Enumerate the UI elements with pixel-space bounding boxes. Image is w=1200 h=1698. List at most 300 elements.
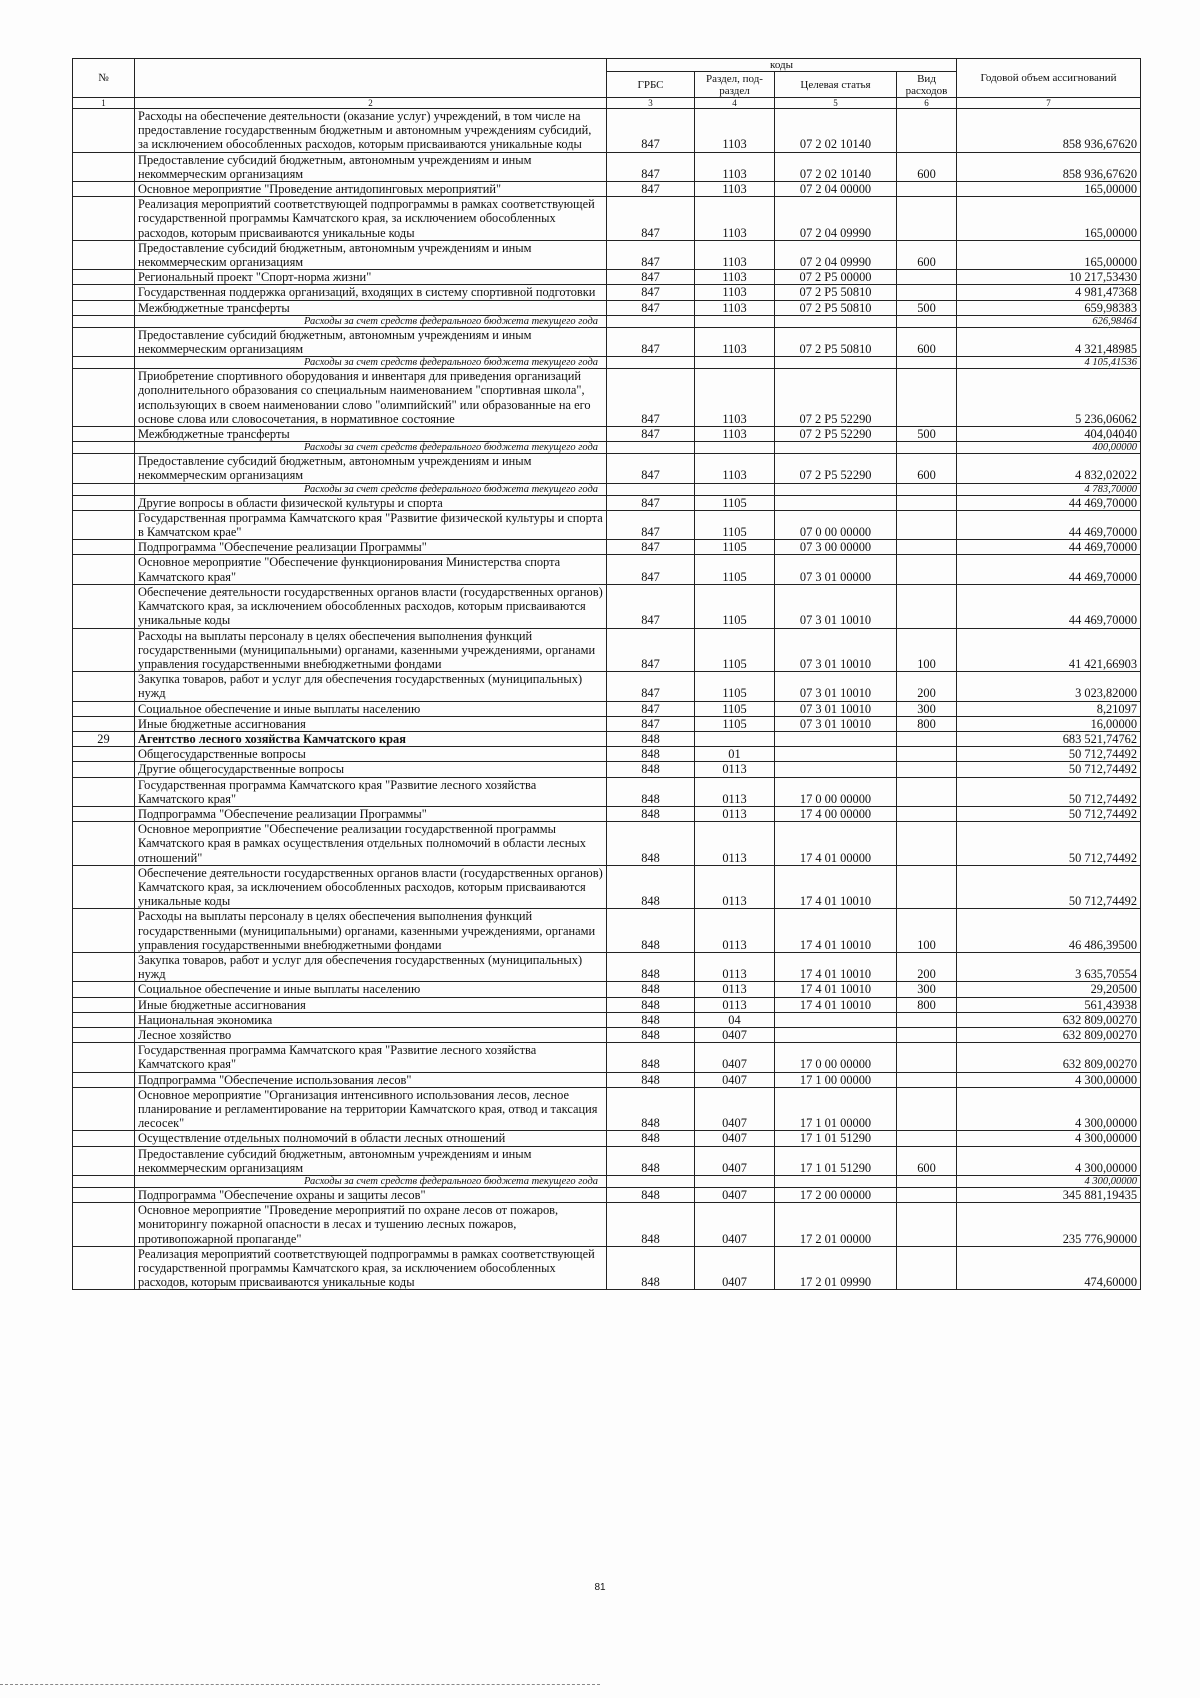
row-amount: 50 712,74492 — [957, 777, 1141, 806]
row-expense-type — [897, 369, 957, 427]
row-name: Государственная программа Камчатского края "Развитие лесного хозяйства Камчатского края" — [135, 1043, 607, 1072]
row-amount: 4 832,02022 — [957, 454, 1141, 483]
row-name: Подпрограмма "Обеспечение реализации Программы" — [135, 540, 607, 555]
row-number — [73, 152, 135, 181]
row-name: Реализация мероприятий соответствующей подпрограммы в рамках соответствующей государственной программы Камчатского края, за исключением обособленных расходов, которым присваиваются уникальные коды — [135, 1246, 607, 1290]
row-grbs: 847 — [607, 495, 695, 510]
row-section: 0407 — [695, 1188, 775, 1203]
row-grbs — [607, 357, 695, 369]
row-number — [73, 369, 135, 427]
row-number — [73, 1043, 135, 1072]
table-row — [73, 555, 1141, 584]
row-expense-type — [897, 182, 957, 197]
row-expense-type — [897, 1043, 957, 1072]
row-name: Расходы за счет средств федерального бюджета текущего года — [135, 357, 607, 369]
row-name: Межбюджетные трансферты — [135, 427, 607, 442]
row-expense-type — [897, 540, 957, 555]
row-name: Основное мероприятие "Обеспечение реализации государственной программы Камчатского края в рамках осуществления отдельных полномочий в области лесных отношений" — [135, 822, 607, 866]
row-number — [73, 1176, 135, 1188]
row-amount: 235 776,90000 — [957, 1203, 1141, 1247]
column-number: 1 — [73, 98, 135, 109]
row-expense-type — [897, 555, 957, 584]
table-note-row — [73, 1176, 1141, 1188]
row-grbs: 847 — [607, 152, 695, 181]
row-name: Социальное обеспечение и иные выплаты населению — [135, 701, 607, 716]
table-row — [73, 270, 1141, 285]
row-target: 07 2 P5 00000 — [775, 270, 897, 285]
row-name: Расходы за счет средств федерального бюджета текущего года — [135, 442, 607, 454]
row-name: Региональный проект "Спорт-норма жизни" — [135, 270, 607, 285]
row-number — [73, 1027, 135, 1042]
row-name: Основное мероприятие "Обеспечение функционирования Министерства спорта Камчатского края" — [135, 555, 607, 584]
row-target — [775, 1027, 897, 1042]
row-amount: 3 635,70554 — [957, 952, 1141, 981]
row-name: Предоставление субсидий бюджетным, автономным учреждениям и иным некоммерческим организациям — [135, 240, 607, 269]
table-note-row — [73, 315, 1141, 327]
column-number: 5 — [775, 98, 897, 109]
row-grbs: 847 — [607, 285, 695, 300]
row-expense-type: 500 — [897, 300, 957, 315]
row-target: 17 4 00 00000 — [775, 806, 897, 821]
row-expense-type: 300 — [897, 701, 957, 716]
row-amount: 858 936,67620 — [957, 152, 1141, 181]
table-row — [73, 427, 1141, 442]
row-expense-type: 200 — [897, 952, 957, 981]
table-note-row — [73, 483, 1141, 495]
row-expense-type — [897, 865, 957, 909]
row-amount: 10 217,53430 — [957, 270, 1141, 285]
row-grbs: 848 — [607, 909, 695, 953]
row-name: Государственная программа Камчатского края "Развитие лесного хозяйства Камчатского края" — [135, 777, 607, 806]
table-row — [73, 510, 1141, 539]
row-name: Основное мероприятие "Проведение мероприятий по охране лесов от пожаров, мониторингу пожарной опасности в лесах и тушению лесных пожаров, противопожарной пропаганде" — [135, 1203, 607, 1247]
row-amount: 46 486,39500 — [957, 909, 1141, 953]
row-amount: 4 321,48985 — [957, 327, 1141, 356]
row-target: 07 2 02 10140 — [775, 152, 897, 181]
row-number — [73, 285, 135, 300]
row-section: 1103 — [695, 182, 775, 197]
row-target: 07 0 00 00000 — [775, 510, 897, 539]
row-grbs: 847 — [607, 369, 695, 427]
row-target: 17 0 00 00000 — [775, 777, 897, 806]
row-target: 07 3 01 00000 — [775, 555, 897, 584]
row-grbs: 848 — [607, 822, 695, 866]
column-number: 6 — [897, 98, 957, 109]
table-row — [73, 1246, 1141, 1290]
row-grbs: 848 — [607, 1188, 695, 1203]
row-name: Основное мероприятие "Организация интенсивного использования лесов, лесное планирование и регламентирование на территории Камчатского края, отвод и таксация лесосек" — [135, 1087, 607, 1131]
row-section — [695, 442, 775, 454]
row-target: 17 4 01 00000 — [775, 822, 897, 866]
row-name: Иные бюджетные ассигнования — [135, 997, 607, 1012]
table-row — [73, 1072, 1141, 1087]
row-grbs: 848 — [607, 1087, 695, 1131]
row-number — [73, 952, 135, 981]
row-amount: 16,00000 — [957, 716, 1141, 731]
row-number — [73, 1087, 135, 1131]
row-target: 17 1 01 51290 — [775, 1146, 897, 1175]
row-section: 1105 — [695, 672, 775, 701]
row-name: Агентство лесного хозяйства Камчатского края — [135, 731, 607, 746]
row-grbs: 848 — [607, 1246, 695, 1290]
row-number — [73, 997, 135, 1012]
row-grbs: 848 — [607, 1203, 695, 1247]
row-number — [73, 762, 135, 777]
row-section: 1105 — [695, 701, 775, 716]
table-row — [73, 865, 1141, 909]
row-target: 07 3 01 10010 — [775, 701, 897, 716]
row-name: Подпрограмма "Обеспечение охраны и защиты лесов" — [135, 1188, 607, 1203]
row-expense-type — [897, 1188, 957, 1203]
row-grbs: 847 — [607, 240, 695, 269]
table-row — [73, 909, 1141, 953]
row-number — [73, 672, 135, 701]
row-name: Осуществление отдельных полномочий в области лесных отношений — [135, 1131, 607, 1146]
row-number — [73, 628, 135, 672]
row-amount: 4 300,00000 — [957, 1131, 1141, 1146]
row-amount: 44 469,70000 — [957, 584, 1141, 628]
row-section: 1103 — [695, 427, 775, 442]
row-number — [73, 182, 135, 197]
row-grbs: 847 — [607, 109, 695, 153]
row-number — [73, 1072, 135, 1087]
table-row — [73, 495, 1141, 510]
row-number: 29 — [73, 731, 135, 746]
table-row — [73, 1146, 1141, 1175]
row-section — [695, 731, 775, 746]
row-name: Расходы на выплаты персоналу в целях обеспечения выполнения функций государственными (муниципальными) органами, казенными учреждениями, органами управления государственными внебюджетными фондами — [135, 909, 607, 953]
row-name: Расходы на обеспечение деятельности (оказание услуг) учреждений, в том числе на предоставление государственным бюджетным и автономным учреждениям субсидий, за исключением обособленных расходов, которым присваиваются уникальные коды — [135, 109, 607, 153]
row-grbs: 847 — [607, 510, 695, 539]
row-number — [73, 357, 135, 369]
row-number — [73, 1012, 135, 1027]
row-target: 07 3 01 10010 — [775, 628, 897, 672]
row-number — [73, 483, 135, 495]
row-grbs: 847 — [607, 270, 695, 285]
row-section: 1105 — [695, 628, 775, 672]
row-section: 0113 — [695, 822, 775, 866]
row-target: 07 2 04 09990 — [775, 240, 897, 269]
row-name: Межбюджетные трансферты — [135, 300, 607, 315]
row-target: 17 2 01 09990 — [775, 1246, 897, 1290]
row-grbs: 848 — [607, 952, 695, 981]
table-row — [73, 1012, 1141, 1027]
row-amount: 5 236,06062 — [957, 369, 1141, 427]
row-amount: 44 469,70000 — [957, 540, 1141, 555]
table-row — [73, 1188, 1141, 1203]
row-number — [73, 555, 135, 584]
row-expense-type — [897, 197, 957, 241]
table-header — [73, 59, 1141, 109]
column-number: 7 — [957, 98, 1141, 109]
table-row — [73, 628, 1141, 672]
header-expense-type: Вид расходов — [897, 72, 957, 98]
row-expense-type — [897, 483, 957, 495]
row-section — [695, 357, 775, 369]
header-name — [135, 59, 607, 98]
row-expense-type — [897, 1087, 957, 1131]
row-name: Социальное обеспечение и иные выплаты населению — [135, 982, 607, 997]
row-amount: 50 712,74492 — [957, 747, 1141, 762]
row-expense-type: 600 — [897, 454, 957, 483]
table-row — [73, 1043, 1141, 1072]
row-target: 17 4 01 10010 — [775, 865, 897, 909]
row-number — [73, 701, 135, 716]
row-number — [73, 1203, 135, 1247]
row-section: 1105 — [695, 716, 775, 731]
row-section: 1105 — [695, 510, 775, 539]
row-section: 1103 — [695, 152, 775, 181]
row-target: 17 4 01 10010 — [775, 952, 897, 981]
row-name: Другие вопросы в области физической культуры и спорта — [135, 495, 607, 510]
row-number — [73, 327, 135, 356]
table-note-row — [73, 357, 1141, 369]
table-row — [73, 952, 1141, 981]
row-number — [73, 454, 135, 483]
header-codes: коды — [607, 59, 957, 72]
table-row — [73, 731, 1141, 746]
row-expense-type — [897, 1027, 957, 1042]
row-target: 17 2 00 00000 — [775, 1188, 897, 1203]
row-expense-type — [897, 270, 957, 285]
header-annual: Годовой объем ассигнований — [957, 59, 1141, 98]
row-amount: 4 300,00000 — [957, 1176, 1141, 1188]
row-name: Общегосударственные вопросы — [135, 747, 607, 762]
row-name: Реализация мероприятий соответствующей подпрограммы в рамках соответствующей государственной программы Камчатского края, за исключением обособленных расходов, которым присваиваются уникальные коды — [135, 197, 607, 241]
row-section: 1103 — [695, 109, 775, 153]
row-grbs: 847 — [607, 672, 695, 701]
table-row — [73, 716, 1141, 731]
row-expense-type: 600 — [897, 1146, 957, 1175]
row-amount: 165,00000 — [957, 182, 1141, 197]
row-section — [695, 1176, 775, 1188]
header-section: Раздел, под-раздел — [695, 72, 775, 98]
row-amount: 632 809,00270 — [957, 1043, 1141, 1072]
row-amount: 474,60000 — [957, 1246, 1141, 1290]
row-section: 0407 — [695, 1246, 775, 1290]
row-expense-type: 600 — [897, 240, 957, 269]
row-section — [695, 483, 775, 495]
row-expense-type — [897, 357, 957, 369]
row-amount: 41 421,66903 — [957, 628, 1141, 672]
row-name: Закупка товаров, работ и услуг для обеспечения государственных (муниципальных) нужд — [135, 952, 607, 981]
row-grbs: 847 — [607, 628, 695, 672]
row-target — [775, 442, 897, 454]
row-number — [73, 777, 135, 806]
row-grbs: 848 — [607, 731, 695, 746]
row-amount: 165,00000 — [957, 197, 1141, 241]
row-number — [73, 270, 135, 285]
table-row — [73, 182, 1141, 197]
table-note-row — [73, 442, 1141, 454]
table-row — [73, 806, 1141, 821]
row-amount: 561,43938 — [957, 997, 1141, 1012]
row-target: 07 3 00 00000 — [775, 540, 897, 555]
row-grbs: 847 — [607, 300, 695, 315]
row-grbs: 847 — [607, 701, 695, 716]
row-section: 1103 — [695, 270, 775, 285]
row-section: 1105 — [695, 584, 775, 628]
table-row — [73, 197, 1141, 241]
row-number — [73, 1131, 135, 1146]
row-target — [775, 357, 897, 369]
row-number — [73, 584, 135, 628]
row-name: Предоставление субсидий бюджетным, автономным учреждениям и иным некоммерческим организациям — [135, 327, 607, 356]
row-target: 07 2 P5 52290 — [775, 427, 897, 442]
row-target: 07 2 P5 50810 — [775, 300, 897, 315]
row-target: 17 1 00 00000 — [775, 1072, 897, 1087]
row-number — [73, 806, 135, 821]
row-target: 17 0 00 00000 — [775, 1043, 897, 1072]
row-expense-type: 100 — [897, 909, 957, 953]
table-row — [73, 109, 1141, 153]
row-section: 1105 — [695, 555, 775, 584]
row-name: Закупка товаров, работ и услуг для обеспечения государственных (муниципальных) нужд — [135, 672, 607, 701]
table-row — [73, 997, 1141, 1012]
row-target: 07 2 P5 50810 — [775, 327, 897, 356]
row-grbs: 848 — [607, 1131, 695, 1146]
row-name: Расходы за счет средств федерального бюджета текущего года — [135, 315, 607, 327]
row-grbs: 848 — [607, 982, 695, 997]
row-expense-type — [897, 777, 957, 806]
header-target: Целевая статья — [775, 72, 897, 98]
header-grbs: ГРБС — [607, 72, 695, 98]
table-row — [73, 982, 1141, 997]
row-name: Другие общегосударственные вопросы — [135, 762, 607, 777]
row-grbs: 848 — [607, 865, 695, 909]
row-number — [73, 1146, 135, 1175]
row-name: Предоставление субсидий бюджетным, автономным учреждениям и иным некоммерческим организациям — [135, 152, 607, 181]
row-section: 0113 — [695, 909, 775, 953]
row-target: 07 2 04 00000 — [775, 182, 897, 197]
row-amount: 50 712,74492 — [957, 865, 1141, 909]
row-expense-type — [897, 1203, 957, 1247]
row-grbs: 847 — [607, 327, 695, 356]
row-expense-type — [897, 285, 957, 300]
row-expense-type — [897, 1072, 957, 1087]
row-name: Расходы за счет средств федерального бюджета текущего года — [135, 1176, 607, 1188]
row-number — [73, 109, 135, 153]
row-target: 07 2 P5 52290 — [775, 454, 897, 483]
row-number — [73, 716, 135, 731]
row-expense-type — [897, 510, 957, 539]
header-number: № — [73, 59, 135, 98]
row-target — [775, 731, 897, 746]
row-section: 1105 — [695, 540, 775, 555]
table-row — [73, 285, 1141, 300]
row-grbs: 848 — [607, 777, 695, 806]
row-grbs: 847 — [607, 716, 695, 731]
row-target — [775, 315, 897, 327]
row-name: Основное мероприятие "Проведение антидопинговых мероприятий" — [135, 182, 607, 197]
row-section: 0407 — [695, 1072, 775, 1087]
row-number — [73, 1246, 135, 1290]
row-amount: 345 881,19435 — [957, 1188, 1141, 1203]
row-target: 07 3 01 10010 — [775, 716, 897, 731]
row-grbs: 848 — [607, 747, 695, 762]
row-number — [73, 197, 135, 241]
row-section: 0407 — [695, 1043, 775, 1072]
row-section: 1103 — [695, 454, 775, 483]
row-expense-type — [897, 822, 957, 866]
table-row — [73, 369, 1141, 427]
column-number: 2 — [135, 98, 607, 109]
row-section: 1105 — [695, 495, 775, 510]
row-amount: 50 712,74492 — [957, 806, 1141, 821]
row-grbs: 848 — [607, 1027, 695, 1042]
row-amount: 4 300,00000 — [957, 1087, 1141, 1131]
row-name: Государственная поддержка организаций, входящих в систему спортивной подготовки — [135, 285, 607, 300]
row-amount: 659,98383 — [957, 300, 1141, 315]
row-amount: 50 712,74492 — [957, 822, 1141, 866]
column-numbers-row — [73, 98, 1141, 109]
row-amount: 4 981,47368 — [957, 285, 1141, 300]
row-expense-type — [897, 109, 957, 153]
row-section: 0407 — [695, 1203, 775, 1247]
row-expense-type — [897, 315, 957, 327]
row-number — [73, 240, 135, 269]
row-grbs — [607, 483, 695, 495]
row-expense-type: 600 — [897, 152, 957, 181]
table-row — [73, 152, 1141, 181]
row-expense-type — [897, 806, 957, 821]
row-section: 1103 — [695, 300, 775, 315]
table-row — [73, 1087, 1141, 1131]
row-name: Предоставление субсидий бюджетным, автономным учреждениям и иным некоммерческим организациям — [135, 1146, 607, 1175]
row-name: Лесное хозяйство — [135, 1027, 607, 1042]
row-grbs: 847 — [607, 427, 695, 442]
row-amount: 4 300,00000 — [957, 1146, 1141, 1175]
row-grbs: 848 — [607, 1072, 695, 1087]
row-section: 0113 — [695, 982, 775, 997]
row-name: Национальная экономика — [135, 1012, 607, 1027]
row-grbs: 848 — [607, 1146, 695, 1175]
row-number — [73, 865, 135, 909]
row-section: 0113 — [695, 777, 775, 806]
page-number: 81 — [594, 1582, 606, 1593]
row-name: Подпрограмма "Обеспечение использования лесов" — [135, 1072, 607, 1087]
budget-table — [72, 58, 1141, 1290]
row-grbs — [607, 442, 695, 454]
row-target: 17 1 01 51290 — [775, 1131, 897, 1146]
row-expense-type — [897, 731, 957, 746]
row-name: Предоставление субсидий бюджетным, автономным учреждениям и иным некоммерческим организациям — [135, 454, 607, 483]
row-expense-type: 600 — [897, 327, 957, 356]
row-section: 1103 — [695, 369, 775, 427]
table-row — [73, 672, 1141, 701]
row-number — [73, 427, 135, 442]
table-body — [73, 109, 1141, 1290]
row-expense-type: 300 — [897, 982, 957, 997]
row-target: 17 4 01 10010 — [775, 997, 897, 1012]
row-expense-type — [897, 442, 957, 454]
row-name: Расходы за счет средств федерального бюджета текущего года — [135, 483, 607, 495]
row-section: 0113 — [695, 952, 775, 981]
table-row — [73, 584, 1141, 628]
row-amount: 858 936,67620 — [957, 109, 1141, 153]
row-amount: 626,98464 — [957, 315, 1141, 327]
row-target: 17 2 01 00000 — [775, 1203, 897, 1247]
row-amount: 4 105,41536 — [957, 357, 1141, 369]
row-expense-type: 200 — [897, 672, 957, 701]
row-section: 1103 — [695, 327, 775, 356]
row-expense-type: 800 — [897, 997, 957, 1012]
row-grbs: 847 — [607, 584, 695, 628]
row-section: 0407 — [695, 1131, 775, 1146]
row-grbs: 848 — [607, 762, 695, 777]
row-section: 0113 — [695, 806, 775, 821]
row-number — [73, 442, 135, 454]
